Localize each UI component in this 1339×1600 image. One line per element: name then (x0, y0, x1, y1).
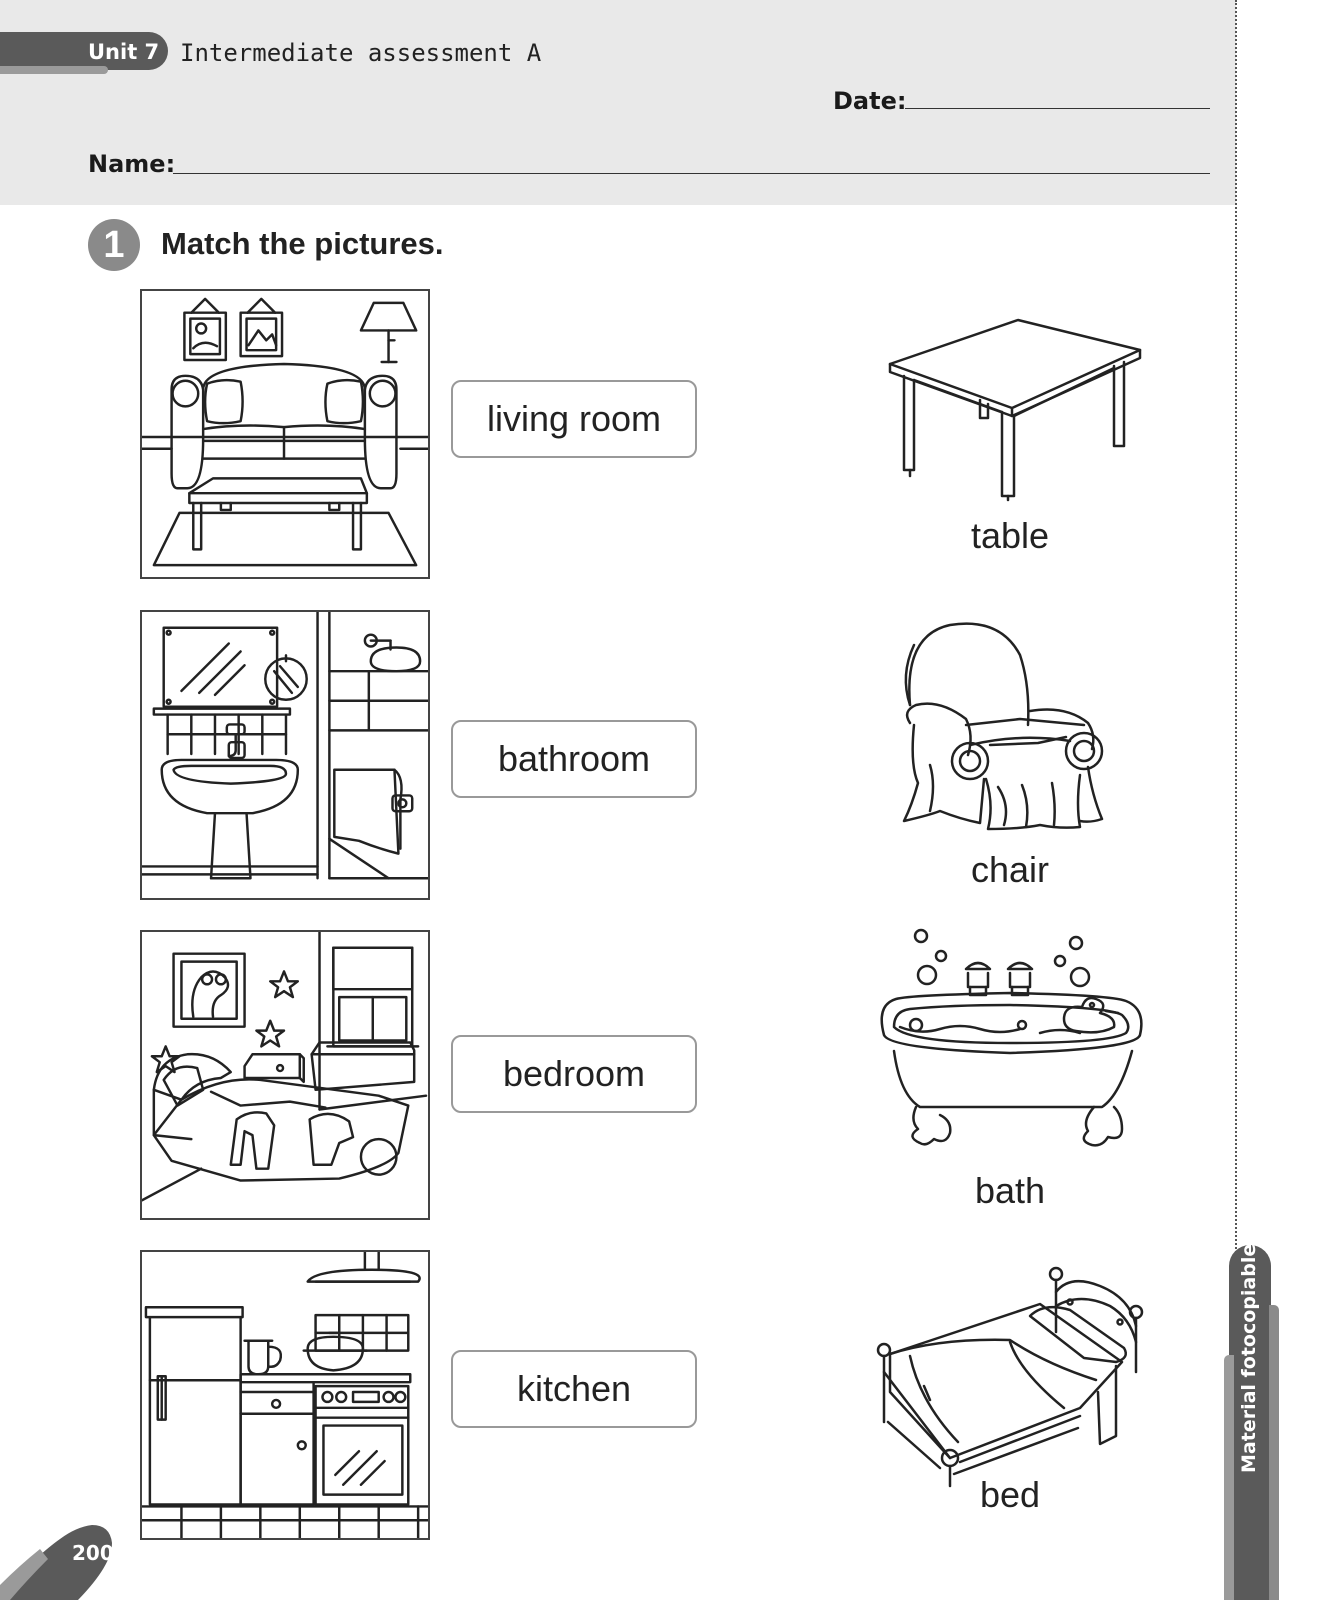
bed-label: bed (979, 1474, 1041, 1515)
kitchen-illustration (140, 1250, 430, 1540)
date-label: Date: (833, 87, 907, 115)
word-box-bedroom[interactable]: bedroom (451, 1035, 697, 1113)
table-label: table (970, 515, 1050, 556)
page-number: 200 (72, 1541, 114, 1565)
unit-label: Unit 7 (88, 40, 160, 64)
exercise-instruction: Match the pictures. (161, 226, 444, 261)
name-field[interactable] (173, 173, 1210, 174)
date-field[interactable] (905, 108, 1210, 109)
table-icon (870, 300, 1150, 530)
name-label: Name: (88, 150, 176, 178)
header-band (0, 0, 1236, 205)
bed-icon (870, 1262, 1150, 1492)
bath-label: bath (974, 1170, 1046, 1211)
bathroom-illustration (140, 610, 430, 900)
word-box-kitchen[interactable]: kitchen (451, 1350, 697, 1428)
bathtub-icon (870, 925, 1150, 1155)
living-room-illustration (140, 289, 430, 579)
word-box-living-room[interactable]: living room (451, 380, 697, 458)
word-box-bathroom[interactable]: bathroom (451, 720, 697, 798)
bedroom-illustration (140, 930, 430, 1220)
exercise-number: 1 (88, 219, 140, 271)
chair-label: chair (970, 849, 1050, 890)
assessment-title: Intermediate assessment A (180, 39, 542, 67)
side-tab-text: Material fotocopiable (1238, 1243, 1260, 1473)
armchair-icon (870, 615, 1150, 845)
